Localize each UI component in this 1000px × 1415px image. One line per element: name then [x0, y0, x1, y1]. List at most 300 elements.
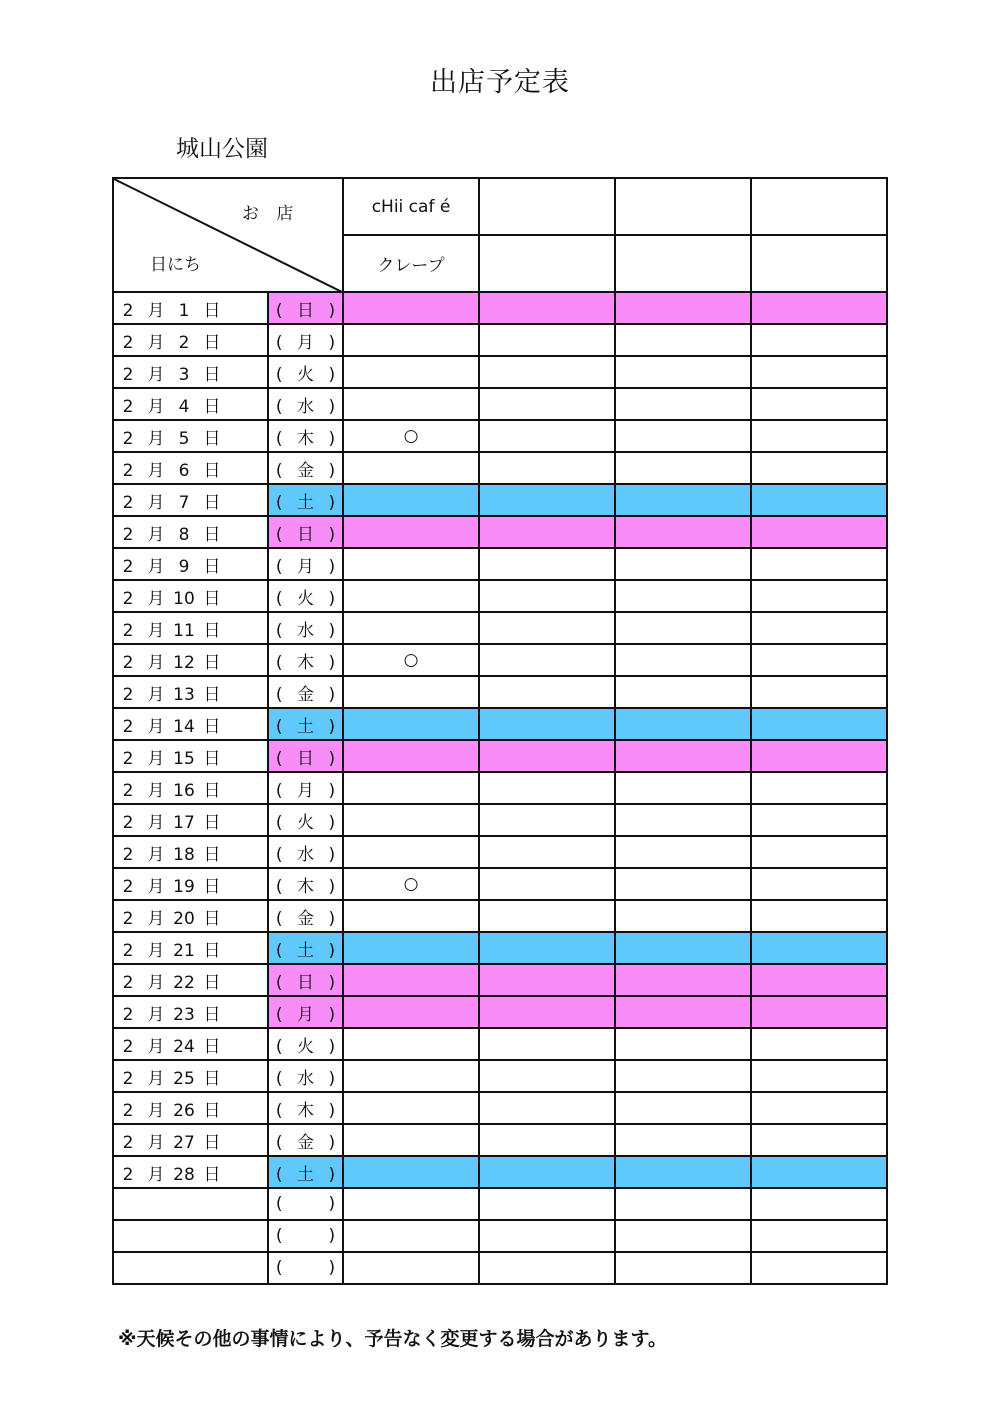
- shop-3-cell: [615, 292, 751, 324]
- weekday-close-paren: ): [328, 940, 336, 961]
- date-cell: [113, 452, 268, 484]
- date-m: 月: [147, 748, 165, 769]
- shop-4-cell: [751, 388, 887, 420]
- weekday-close-paren: ): [328, 1194, 336, 1214]
- weekday-open-paren: (: [275, 1004, 283, 1025]
- date-month: 2: [122, 972, 134, 993]
- weekday-open-paren: (: [275, 428, 283, 449]
- table-row: [113, 676, 887, 708]
- table-row: [113, 900, 887, 932]
- shop-2-cell: [479, 836, 615, 868]
- shop-2-cell: [479, 708, 615, 740]
- shop-2-cell: [479, 420, 615, 452]
- date-day: 5: [178, 428, 190, 449]
- date-month: 2: [122, 492, 134, 513]
- weekday-cell: [268, 1156, 343, 1188]
- corner-cell: [113, 178, 343, 292]
- weekday-close-paren: ): [328, 972, 336, 993]
- weekday-close-paren: ): [328, 588, 336, 609]
- date-cell: [113, 804, 268, 836]
- shop-1-cell: [343, 708, 479, 740]
- table-row: [113, 1028, 887, 1060]
- date-cell: [113, 676, 268, 708]
- weekday-label: 月: [297, 780, 314, 801]
- shop-1-cell: ○: [343, 868, 479, 900]
- date-m: 月: [147, 1100, 165, 1121]
- shop-1-cell: [343, 388, 479, 420]
- shop-4-cell: [751, 900, 887, 932]
- shop-4-cell: [751, 1124, 887, 1156]
- date-month: 2: [122, 1132, 134, 1153]
- table-row: [113, 1092, 887, 1124]
- shop-3-cell: [615, 836, 751, 868]
- date-cell: [113, 388, 268, 420]
- shop-1-cell: [343, 1252, 479, 1284]
- date-month: 2: [122, 748, 134, 769]
- shop-1-cell: [343, 900, 479, 932]
- date-cell: [113, 484, 268, 516]
- date-cell: [113, 1188, 268, 1220]
- weekday-open-paren: (: [275, 812, 283, 833]
- shop-4-cell: [751, 868, 887, 900]
- weekday-close-paren: ): [328, 780, 336, 801]
- date-d: 日: [203, 780, 221, 801]
- weekday-cell: [268, 420, 343, 452]
- shop-1-cell: [343, 292, 479, 324]
- shop-3-cell: [615, 388, 751, 420]
- weekday-label: 金: [297, 1132, 314, 1153]
- date-day: 8: [178, 524, 190, 545]
- date-day: 11: [173, 620, 195, 641]
- date-day: 26: [173, 1100, 195, 1121]
- shop-2-cell: [479, 452, 615, 484]
- shop-3-cell: [615, 964, 751, 996]
- page-title: 出店予定表: [430, 67, 570, 98]
- weekday-open-paren: (: [275, 556, 283, 577]
- shop-name-1: cHii caf é: [343, 178, 479, 235]
- date-cell: [113, 1092, 268, 1124]
- date-m: 月: [147, 716, 165, 737]
- weekday-label: 金: [297, 908, 314, 929]
- weekday-label: 土: [297, 492, 314, 513]
- shop-3-cell: [615, 868, 751, 900]
- date-d: 日: [203, 300, 221, 321]
- weekday-close-paren: ): [328, 908, 336, 929]
- shop-2-cell: [479, 1156, 615, 1188]
- weekday-label: 水: [297, 396, 314, 417]
- date-cell: [113, 1060, 268, 1092]
- date-day: 16: [173, 780, 195, 801]
- date-d: 日: [203, 556, 221, 577]
- weekday-close-paren: ): [328, 876, 336, 897]
- date-month: 2: [122, 332, 134, 353]
- shop-3-cell: [615, 1220, 751, 1252]
- date-cell: [113, 580, 268, 612]
- date-cell: [113, 964, 268, 996]
- shop-2-cell: [479, 1220, 615, 1252]
- table-row: [113, 1156, 887, 1188]
- date-cell: [113, 612, 268, 644]
- shop-1-cell: ○: [343, 644, 479, 676]
- shop-3-cell: [615, 644, 751, 676]
- date-month: 2: [122, 1100, 134, 1121]
- weekday-close-paren: ): [328, 300, 336, 321]
- weekday-label: 土: [297, 716, 314, 737]
- weekday-cell: [268, 900, 343, 932]
- shop-4-cell: [751, 708, 887, 740]
- weekday-open-paren: (: [275, 716, 283, 737]
- weekday-cell: [268, 356, 343, 388]
- shop-2-cell: [479, 580, 615, 612]
- shop-4-cell: [751, 740, 887, 772]
- header-row-shop: [113, 178, 887, 235]
- weekday-label: 土: [297, 1164, 314, 1185]
- shop-1-cell: [343, 580, 479, 612]
- weekday-label: 水: [297, 844, 314, 865]
- date-m: 月: [147, 876, 165, 897]
- weekday-cell: [268, 1092, 343, 1124]
- shop-type-2: [479, 235, 615, 292]
- shop-3-cell: [615, 356, 751, 388]
- date-m: 月: [147, 1036, 165, 1057]
- shop-4-cell: [751, 964, 887, 996]
- weekday-label: 金: [297, 460, 314, 481]
- weekday-cell: [268, 484, 343, 516]
- shop-4-cell: [751, 1156, 887, 1188]
- shop-2-cell: [479, 740, 615, 772]
- weekday-label: 火: [297, 1036, 314, 1057]
- weekday-cell: [268, 932, 343, 964]
- date-d: 日: [203, 652, 221, 673]
- weekday-open-paren: (: [275, 492, 283, 513]
- shop-1-cell: [343, 1092, 479, 1124]
- shop-name-3: [615, 178, 751, 235]
- shop-2-cell: [479, 1188, 615, 1220]
- table-row: [113, 740, 887, 772]
- date-day: 7: [178, 492, 190, 513]
- weekday-cell: [268, 964, 343, 996]
- date-m: 月: [147, 1164, 165, 1185]
- weekday-cell: [268, 1028, 343, 1060]
- date-month: 2: [122, 844, 134, 865]
- date-cell: [113, 708, 268, 740]
- weekday-label: 水: [297, 620, 314, 641]
- date-day: 22: [173, 972, 195, 993]
- weekday-open-paren: (: [275, 652, 283, 673]
- date-day: 25: [173, 1068, 195, 1089]
- date-day: 27: [173, 1132, 195, 1153]
- weekday-close-paren: ): [328, 1258, 336, 1278]
- weekday-label: 土: [297, 940, 314, 961]
- weekday-close-paren: ): [328, 1226, 336, 1246]
- table-row: [113, 932, 887, 964]
- shop-2-cell: [479, 932, 615, 964]
- date-month: 2: [122, 428, 134, 449]
- shop-4-cell: [751, 1188, 887, 1220]
- shop-1-cell: [343, 1124, 479, 1156]
- table-row: [113, 324, 887, 356]
- weekday-close-paren: ): [328, 556, 336, 577]
- date-d: 日: [203, 684, 221, 705]
- weekday-cell: [268, 708, 343, 740]
- shop-1-cell: [343, 932, 479, 964]
- date-m: 月: [147, 844, 165, 865]
- footer-note: ※天候その他の事情により、予告なく変更する場合があります。: [118, 1328, 667, 1350]
- weekday-cell: [268, 1188, 343, 1220]
- table-row: [113, 964, 887, 996]
- date-day: 4: [178, 396, 190, 417]
- shop-3-cell: [615, 1092, 751, 1124]
- shop-2-cell: [479, 484, 615, 516]
- shop-3-cell: [615, 1124, 751, 1156]
- date-cell: [113, 740, 268, 772]
- date-m: 月: [147, 300, 165, 321]
- table-row: [113, 708, 887, 740]
- weekday-cell: [268, 388, 343, 420]
- shop-4-cell: [751, 484, 887, 516]
- shop-4-cell: [751, 772, 887, 804]
- weekday-close-paren: ): [328, 1100, 336, 1121]
- table-row: [113, 292, 887, 324]
- date-day: 12: [173, 652, 195, 673]
- weekday-open-paren: (: [275, 940, 283, 961]
- weekday-cell: [268, 1124, 343, 1156]
- shop-1-cell: [343, 772, 479, 804]
- weekday-open-paren: (: [275, 460, 283, 481]
- weekday-label: 月: [297, 556, 314, 577]
- weekday-close-paren: ): [328, 844, 336, 865]
- shop-3-cell: [615, 484, 751, 516]
- date-m: 月: [147, 332, 165, 353]
- shop-3-cell: [615, 516, 751, 548]
- weekday-open-paren: (: [275, 396, 283, 417]
- date-d: 日: [203, 492, 221, 513]
- weekday-label: 日: [297, 972, 314, 993]
- weekday-close-paren: ): [328, 1036, 336, 1057]
- table-row: [113, 836, 887, 868]
- schedule-table: [112, 177, 888, 1285]
- date-day: 28: [173, 1164, 195, 1185]
- shop-3-cell: [615, 772, 751, 804]
- weekday-open-paren: (: [275, 748, 283, 769]
- shop-3-cell: [615, 996, 751, 1028]
- table-row: [113, 420, 887, 452]
- date-month: 2: [122, 524, 134, 545]
- table-row: [113, 452, 887, 484]
- weekday-close-paren: ): [328, 492, 336, 513]
- weekday-close-paren: ): [328, 748, 336, 769]
- shop-2-cell: [479, 804, 615, 836]
- shop-1-cell: [343, 516, 479, 548]
- shop-2-cell: [479, 964, 615, 996]
- shop-1-cell: [343, 1156, 479, 1188]
- date-cell: [113, 1220, 268, 1252]
- shop-3-cell: [615, 324, 751, 356]
- shop-2-cell: [479, 900, 615, 932]
- date-day: 9: [178, 556, 190, 577]
- date-m: 月: [147, 556, 165, 577]
- date-cell: [113, 868, 268, 900]
- table-row: [113, 644, 887, 676]
- date-m: 月: [147, 780, 165, 801]
- table-row: [113, 484, 887, 516]
- table-row: [113, 612, 887, 644]
- weekday-cell: [268, 1252, 343, 1284]
- shop-3-cell: [615, 1028, 751, 1060]
- shop-name-2: [479, 178, 615, 235]
- weekday-cell: [268, 292, 343, 324]
- weekday-close-paren: ): [328, 1004, 336, 1025]
- shop-4-cell: [751, 452, 887, 484]
- table-row: [113, 1188, 887, 1220]
- shop-3-cell: [615, 548, 751, 580]
- shop-3-cell: [615, 580, 751, 612]
- shop-2-cell: [479, 292, 615, 324]
- date-m: 月: [147, 1132, 165, 1153]
- shop-3-cell: [615, 932, 751, 964]
- weekday-label: 水: [297, 1068, 314, 1089]
- date-month: 2: [122, 1036, 134, 1057]
- weekday-cell: [268, 1220, 343, 1252]
- date-d: 日: [203, 1068, 221, 1089]
- shop-4-cell: [751, 836, 887, 868]
- shop-2-cell: [479, 772, 615, 804]
- date-m: 月: [147, 492, 165, 513]
- weekday-open-paren: (: [275, 1164, 283, 1185]
- date-d: 日: [203, 908, 221, 929]
- weekday-cell: [268, 676, 343, 708]
- shop-2-cell: [479, 1252, 615, 1284]
- date-month: 2: [122, 1164, 134, 1185]
- shop-4-cell: [751, 1220, 887, 1252]
- date-month: 2: [122, 300, 134, 321]
- shop-4-cell: [751, 1252, 887, 1284]
- weekday-label: 火: [297, 364, 314, 385]
- date-cell: [113, 900, 268, 932]
- date-cell: [113, 548, 268, 580]
- shop-1-cell: [343, 1220, 479, 1252]
- weekday-open-paren: (: [275, 364, 283, 385]
- table-row: [113, 772, 887, 804]
- date-day: 2: [178, 332, 190, 353]
- weekday-cell: [268, 1060, 343, 1092]
- shop-1-cell: [343, 452, 479, 484]
- date-cell: [113, 356, 268, 388]
- shop-1-cell: ○: [343, 420, 479, 452]
- date-d: 日: [203, 460, 221, 481]
- shop-4-cell: [751, 324, 887, 356]
- weekday-label: 日: [297, 300, 314, 321]
- shop-2-cell: [479, 324, 615, 356]
- date-cell: [113, 1156, 268, 1188]
- date-d: 日: [203, 812, 221, 833]
- shop-1-cell: [343, 996, 479, 1028]
- date-d: 日: [203, 1004, 221, 1025]
- date-month: 2: [122, 940, 134, 961]
- weekday-cell: [268, 516, 343, 548]
- weekday-open-paren: (: [275, 1036, 283, 1057]
- weekday-close-paren: ): [328, 428, 336, 449]
- date-day: 14: [173, 716, 195, 737]
- shop-3-cell: [615, 1188, 751, 1220]
- weekday-close-paren: ): [328, 684, 336, 705]
- date-m: 月: [147, 972, 165, 993]
- weekday-close-paren: ): [328, 364, 336, 385]
- weekday-label: 木: [297, 876, 314, 897]
- date-day: 13: [173, 684, 195, 705]
- shop-4-cell: [751, 548, 887, 580]
- weekday-open-paren: (: [275, 972, 283, 993]
- weekday-label: 木: [297, 1100, 314, 1121]
- shop-2-cell: [479, 1124, 615, 1156]
- date-m: 月: [147, 588, 165, 609]
- shop-4-cell: [751, 580, 887, 612]
- table-row: [113, 516, 887, 548]
- date-month: 2: [122, 396, 134, 417]
- table-row: [113, 548, 887, 580]
- date-d: 日: [203, 844, 221, 865]
- shop-3-cell: [615, 708, 751, 740]
- weekday-cell: [268, 324, 343, 356]
- date-m: 月: [147, 428, 165, 449]
- date-month: 2: [122, 684, 134, 705]
- shop-4-cell: [751, 420, 887, 452]
- date-d: 日: [203, 1132, 221, 1153]
- weekday-cell: [268, 772, 343, 804]
- date-m: 月: [147, 1004, 165, 1025]
- weekday-cell: [268, 740, 343, 772]
- date-m: 月: [147, 684, 165, 705]
- date-month: 2: [122, 556, 134, 577]
- weekday-close-paren: ): [328, 396, 336, 417]
- shop-4-cell: [751, 1060, 887, 1092]
- date-day: 10: [173, 588, 195, 609]
- table-row: [113, 996, 887, 1028]
- weekday-label: 木: [297, 652, 314, 673]
- shop-4-cell: [751, 516, 887, 548]
- date-month: 2: [122, 1004, 134, 1025]
- shop-1-cell: [343, 804, 479, 836]
- shop-4-cell: [751, 644, 887, 676]
- shop-2-cell: [479, 516, 615, 548]
- weekday-close-paren: ): [328, 332, 336, 353]
- date-d: 日: [203, 332, 221, 353]
- weekday-open-paren: (: [275, 1132, 283, 1153]
- weekday-close-paren: ): [328, 524, 336, 545]
- weekday-open-paren: (: [275, 1194, 283, 1214]
- weekday-open-paren: (: [275, 1226, 283, 1246]
- date-month: 2: [122, 364, 134, 385]
- location-name: 城山公園: [176, 136, 268, 162]
- shop-1-cell: [343, 964, 479, 996]
- weekday-open-paren: (: [275, 1258, 283, 1278]
- weekday-close-paren: ): [328, 652, 336, 673]
- corner-date-label: 日にち: [150, 255, 201, 275]
- date-day: 18: [173, 844, 195, 865]
- weekday-label: 日: [297, 748, 314, 769]
- date-cell: [113, 1028, 268, 1060]
- shop-4-cell: [751, 996, 887, 1028]
- shop-3-cell: [615, 420, 751, 452]
- date-cell: [113, 932, 268, 964]
- date-month: 2: [122, 588, 134, 609]
- date-m: 月: [147, 812, 165, 833]
- shop-2-cell: [479, 644, 615, 676]
- date-cell: [113, 324, 268, 356]
- weekday-cell: [268, 804, 343, 836]
- weekday-label: 月: [297, 332, 314, 353]
- table-row: [113, 1060, 887, 1092]
